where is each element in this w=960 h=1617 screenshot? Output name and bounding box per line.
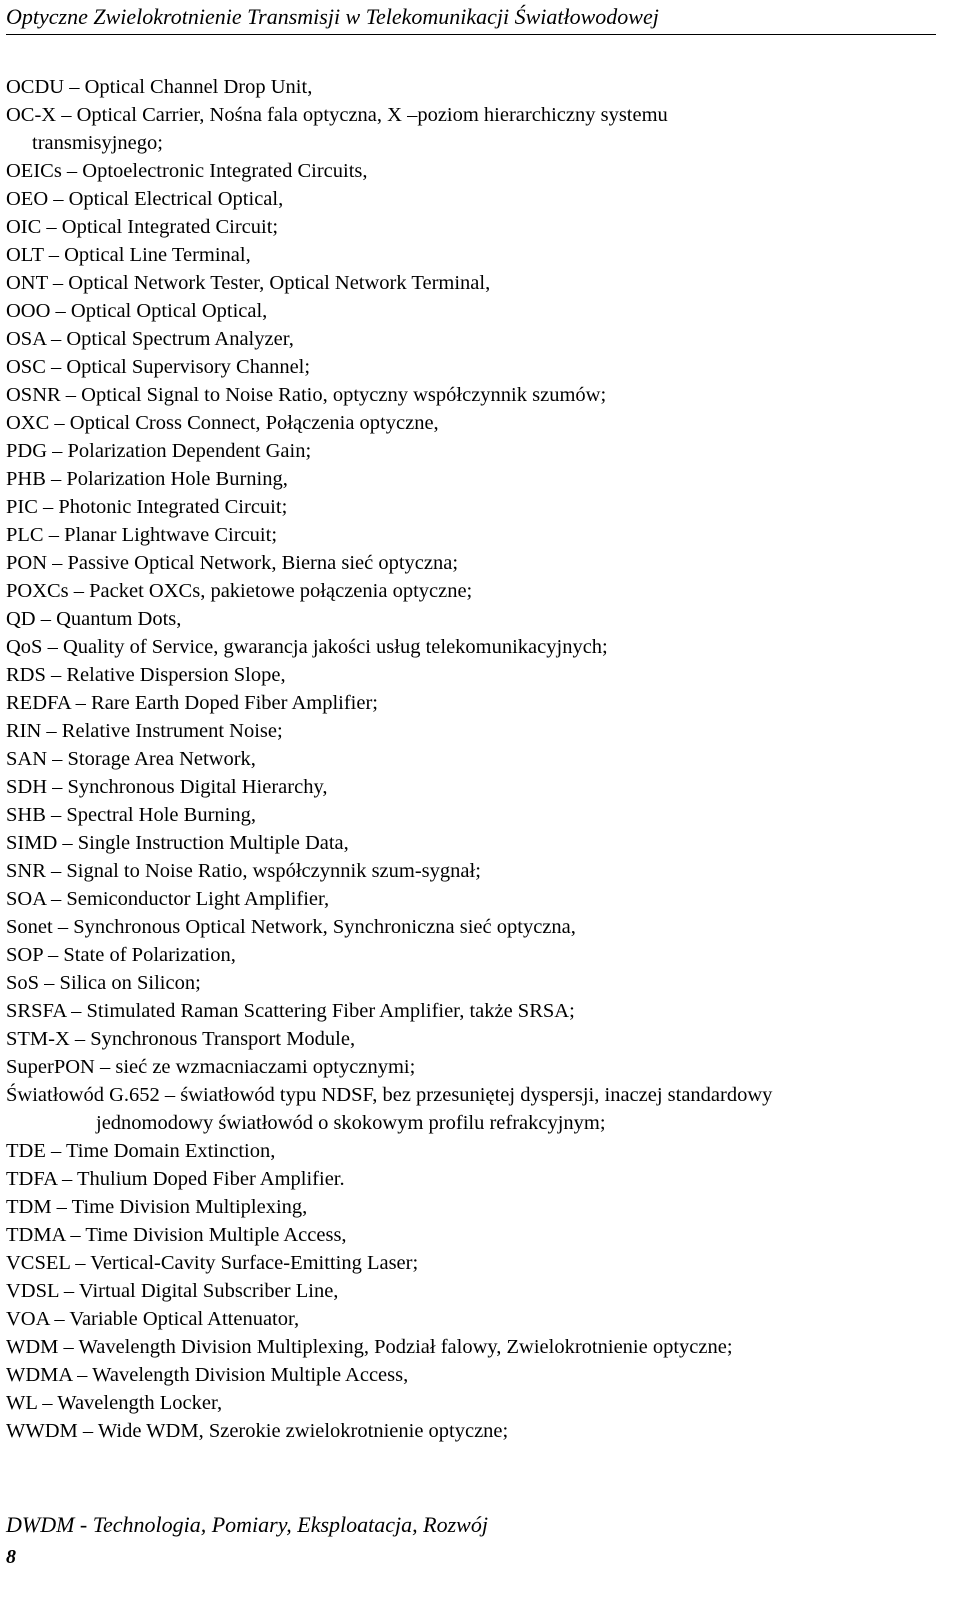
- list-item: SIMD – Single Instruction Multiple Data,: [6, 832, 349, 854]
- list-item-continuation: [6, 1109, 936, 1137]
- list-item: SOA – Semiconductor Light Amplifier,: [6, 888, 330, 910]
- list-item: OEO – Optical Electrical Optical,: [6, 188, 284, 210]
- footer-book-title: DWDM - Technologia, Pomiary, Eksploatacja, Rozwój: [6, 1512, 488, 1537]
- list-item: OC-X – Optical Carrier, Nośna fala optyczna, X –poziom hierarchiczny systemu: [6, 104, 668, 126]
- list-item: SRSFA – Stimulated Raman Scattering Fiber Amplifier, także SRSA;: [6, 1000, 575, 1022]
- list-item: WWDM – Wide WDM, Szerokie zwielokrotnienie optyczne;: [6, 1420, 509, 1442]
- list-item: OSA – Optical Spectrum Analyzer,: [6, 328, 294, 350]
- list-item: PLC – Planar Lightwave Circuit;: [6, 524, 278, 546]
- list-item: SOP – State of Polarization,: [6, 944, 236, 966]
- list-item: OIC – Optical Integrated Circuit;: [6, 216, 279, 238]
- list-item: WL – Wavelength Locker,: [6, 1392, 223, 1414]
- list-item: VDSL – Virtual Digital Subscriber Line,: [6, 1280, 339, 1302]
- list-item: Sonet – Synchronous Optical Network, Synchroniczna sieć optyczna,: [6, 916, 576, 938]
- list-item: SDH – Synchronous Digital Hierarchy,: [6, 776, 328, 798]
- list-item: OOO – Optical Optical Optical,: [6, 300, 268, 322]
- list-item: VOA – Variable Optical Attenuator,: [6, 1308, 300, 1330]
- list-item: TDE – Time Domain Extinction,: [6, 1140, 276, 1162]
- list-item: STM-X – Synchronous Transport Module,: [6, 1028, 356, 1050]
- list-item: RDS – Relative Dispersion Slope,: [6, 664, 286, 686]
- list-item: SAN – Storage Area Network,: [6, 748, 256, 770]
- list-item: POXCs – Packet OXCs, pakietowe połączenia optyczne;: [6, 580, 473, 602]
- list-item: QD – Quantum Dots,: [6, 608, 182, 630]
- list-item: REDFA – Rare Earth Doped Fiber Amplifier;: [6, 692, 378, 714]
- list-item: OLT – Optical Line Terminal,: [6, 244, 251, 266]
- list-item: PHB – Polarization Hole Burning,: [6, 468, 288, 490]
- list-item: OSC – Optical Supervisory Channel;: [6, 356, 311, 378]
- list-item: OCDU – Optical Channel Drop Unit,: [6, 76, 313, 98]
- list-item: WDMA – Wavelength Division Multiple Access,: [6, 1364, 409, 1386]
- list-item-continuation: [6, 129, 936, 157]
- list-item: Światłowód G.652 – światłowód typu NDSF, bez przesuniętej dyspersji, inaczej standardowy: [6, 1084, 773, 1106]
- continuation-text: transmisyjnego;: [32, 132, 163, 154]
- list-item: SuperPON – sieć ze wzmacniaczami optycznymi;: [6, 1056, 416, 1078]
- list-item: PIC – Photonic Integrated Circuit;: [6, 496, 288, 518]
- running-header: Optyczne Zwielokrotnienie Transmisji w Telekomunikacji Światłowodowej: [6, 2, 936, 35]
- list-item: WDM – Wavelength Division Multiplexing, Podział falowy, Zwielokrotnienie optyczne;: [6, 1336, 733, 1358]
- continuation-text: jednomodowy światłowód o skokowym profilu refrakcyjnym;: [96, 1112, 606, 1134]
- list-item: ONT – Optical Network Tester, Optical Network Terminal,: [6, 272, 491, 294]
- page-number: 8: [6, 1546, 16, 1568]
- list-item: PON – Passive Optical Network, Bierna sieć optyczna;: [6, 552, 459, 574]
- list-item: SHB – Spectral Hole Burning,: [6, 804, 256, 826]
- list-item: TDMA – Time Division Multiple Access,: [6, 1224, 347, 1246]
- list-item: OSNR – Optical Signal to Noise Ratio, optyczny współczynnik szumów;: [6, 384, 607, 406]
- list-item: RIN – Relative Instrument Noise;: [6, 720, 283, 742]
- list-item: SNR – Signal to Noise Ratio, współczynnik szum-sygnał;: [6, 860, 481, 882]
- abbreviation-list: [6, 73, 936, 1445]
- list-item: SoS – Silica on Silicon;: [6, 972, 201, 994]
- list-item: OEICs – Optoelectronic Integrated Circuits,: [6, 160, 368, 182]
- list-item: QoS – Quality of Service, gwarancja jakości usług telekomunikacyjnych;: [6, 636, 608, 658]
- list-item: PDG – Polarization Dependent Gain;: [6, 440, 312, 462]
- list-item: TDFA – Thulium Doped Fiber Amplifier.: [6, 1168, 345, 1190]
- list-item: VCSEL – Vertical-Cavity Surface-Emitting Laser;: [6, 1252, 419, 1274]
- list-item: TDM – Time Division Multiplexing,: [6, 1196, 308, 1218]
- list-item: OXC – Optical Cross Connect, Połączenia optyczne,: [6, 412, 439, 434]
